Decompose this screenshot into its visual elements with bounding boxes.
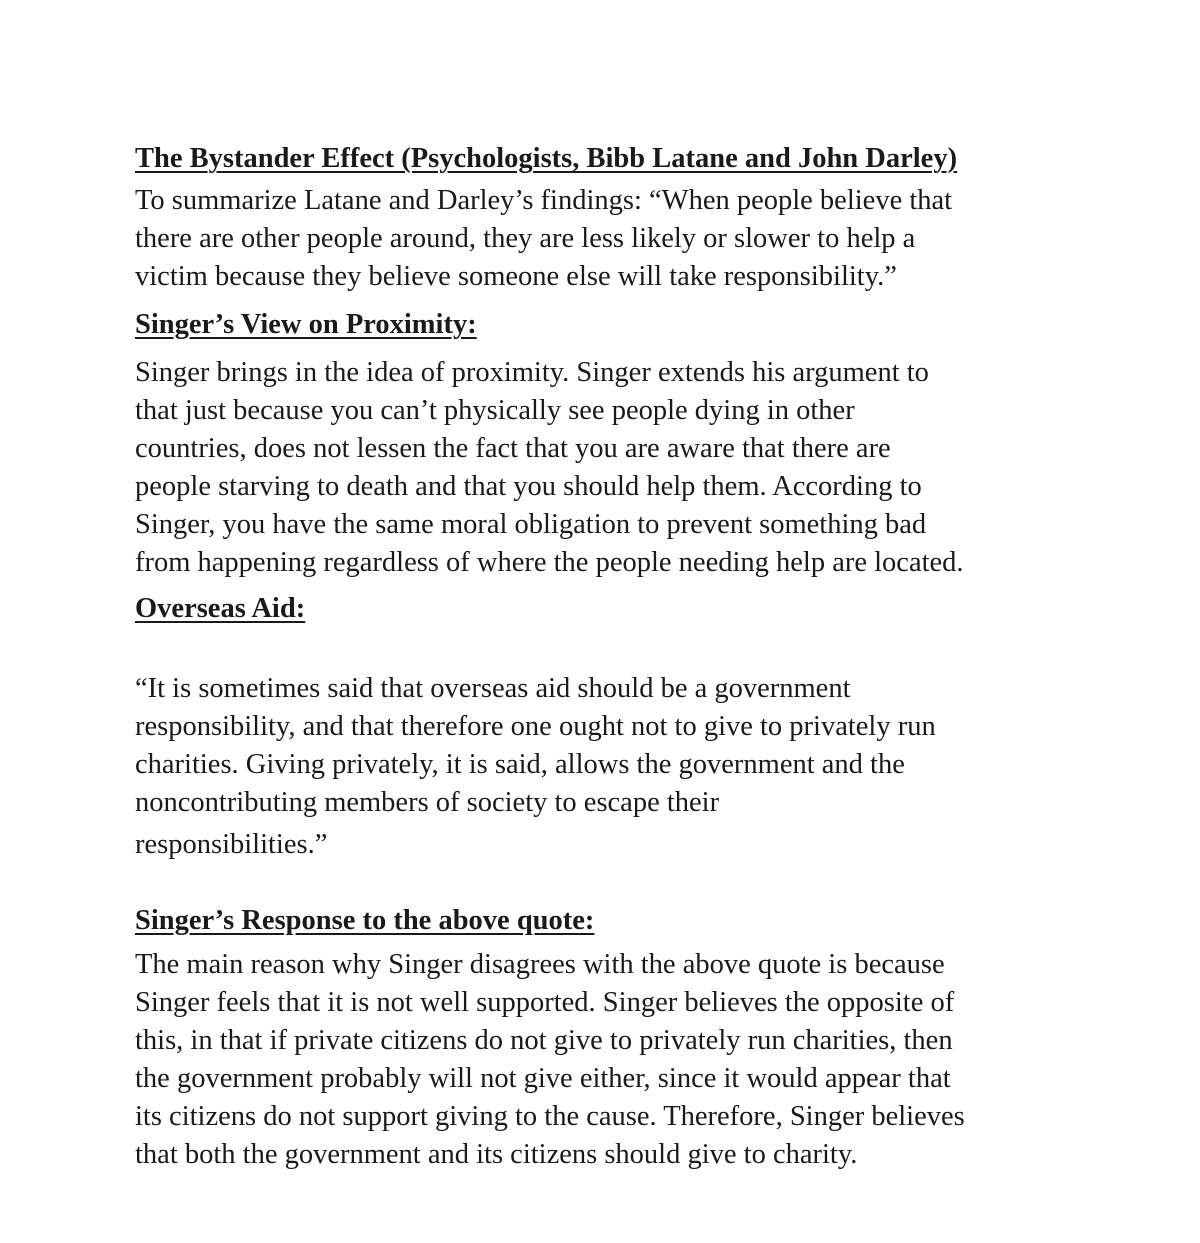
paragraph-line: the government probably will not give either, since it would appear that: [135, 1063, 951, 1094]
proximity-heading: Singer’s View on Proximity:: [135, 309, 477, 340]
paragraph-line: victim because they believe someone else will take responsibility.”: [135, 261, 897, 292]
singer-response-heading: Singer’s Response to the above quote:: [135, 905, 595, 936]
paragraph-line: Singer, you have the same moral obligation to prevent something bad: [135, 509, 927, 540]
paragraph-line: that just because you can’t physically see people dying in other: [135, 395, 855, 426]
quote-line: responsibility, and that therefore one ought not to give to privately run: [135, 711, 936, 742]
quote-line: responsibilities.”: [135, 829, 328, 860]
bystander-effect-heading: The Bystander Effect (Psychologists, Bibb Latane and John Darley): [135, 143, 958, 174]
paragraph-line: The main reason why Singer disagrees with the above quote is because: [135, 949, 945, 980]
paragraph-line: from happening regardless of where the people needing help are located.: [135, 547, 964, 578]
paragraph-line: Singer feels that it is not well supported. Singer believes the opposite of: [135, 987, 955, 1018]
paragraph-line: its citizens do not support giving to the cause. Therefore, Singer believes: [135, 1101, 965, 1132]
overseas-aid-quote: [135, 670, 1075, 864]
paragraph-line: people starving to death and that you should help them. According to: [135, 471, 922, 502]
singer-response-paragraph: [135, 946, 1075, 1174]
paragraph-line: this, in that if private citizens do not give to privately run charities, then: [135, 1025, 953, 1056]
bystander-effect-paragraph: [135, 182, 1075, 296]
paragraph-line: countries, does not lessen the fact that you are aware that there are: [135, 433, 891, 464]
quote-line: charities. Giving privately, it is said, allows the government and the: [135, 749, 905, 780]
proximity-paragraph: [135, 354, 1075, 582]
document-body: [135, 140, 1075, 1174]
paragraph-line: there are other people around, they are less likely or slower to help a: [135, 223, 916, 254]
overseas-aid-heading: Overseas Aid:: [135, 593, 306, 624]
quote-line: noncontributing members of society to escape their: [135, 787, 720, 818]
quote-line: “It is sometimes said that overseas aid should be a government: [135, 673, 851, 704]
paragraph-line: that both the government and its citizens should give to charity.: [135, 1139, 858, 1170]
paragraph-line: To summarize Latane and Darley’s findings: “When people believe that: [135, 185, 953, 216]
paragraph-line: Singer brings in the idea of proximity. Singer extends his argument to: [135, 357, 929, 388]
